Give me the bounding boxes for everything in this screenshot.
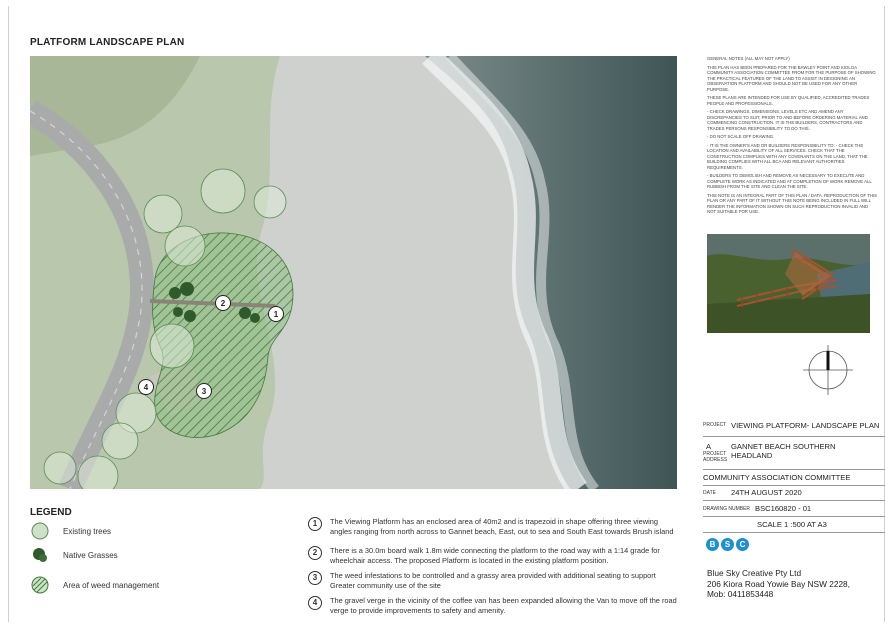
project-name: VIEWING PLATFORM- LANDSCAPE PLAN	[731, 421, 880, 430]
note-number: 2	[308, 546, 322, 560]
client-row	[703, 473, 885, 486]
date-value: 24TH AUGUST 2020	[731, 488, 802, 497]
svg-text:4: 4	[143, 383, 149, 392]
logo-letter: C	[736, 538, 749, 551]
note-number: 3	[308, 571, 322, 585]
north-arrow-icon	[803, 345, 853, 395]
address-label: PROJECT ADDRESS	[703, 451, 728, 463]
general-note: - DO NOT SCALE OFF DRAWING.	[707, 134, 775, 139]
note-item	[308, 571, 680, 590]
legend-item-weed-management	[31, 576, 159, 594]
existing-tree-icon	[31, 522, 49, 540]
scale-row	[703, 520, 885, 533]
drawing-row	[703, 504, 885, 517]
address-letter: A	[706, 442, 712, 451]
note-text: There is a 30.0m board walk 1.8m wide connecting the platform to the road way with a 1:14 grade for wheelchair access. The proposed Platform is located in the existing platform position.	[330, 546, 660, 565]
legend-item-existing-trees	[31, 522, 111, 540]
logo-letter: B	[706, 538, 719, 551]
general-note: - BUILDERS TO DEMOLISH AND REMOVE AS NECESSARY TO EXECUTE AND COMPLETE WORK AS INDICATED AND AT COMPLETION OF WORK REMOVE ALL RUBBISH FROM THE SITE AND CLEAN THE SITE.	[707, 173, 872, 189]
note-item	[308, 517, 680, 536]
note-text: The Viewing Platform has an enclosed area of 40m2 and is trapezoid in shape offering three viewing angles ranging from north across to Gannet beach, East, out to sea and South East towards Brush island	[330, 517, 674, 536]
drawing-label: DRAWING NUMBER	[703, 506, 751, 512]
address-label-group	[703, 442, 731, 463]
map-marker-1	[269, 307, 284, 322]
date-label: DATE	[703, 490, 716, 496]
legend-label: Existing trees	[63, 526, 112, 536]
note-number: 1	[308, 517, 322, 531]
general-note: GENERAL NOTES (ALL MAY NOT APPLY)	[707, 56, 790, 61]
client-name: COMMUNITY ASSOCIATION COMMITTEE	[703, 473, 851, 482]
map-marker-4	[139, 380, 154, 395]
note-text: The weed infestations to be controlled and a grassy area provided with additional seating to support Greater community use of the site	[330, 571, 656, 590]
address-row	[703, 442, 885, 470]
frame-left-border	[8, 6, 9, 622]
date-row	[703, 488, 885, 501]
legend-label: Area of weed management	[63, 580, 160, 590]
aerial-site-map	[30, 56, 677, 489]
company-name: Blue Sky Creative Pty Ltd	[707, 568, 802, 578]
general-note: THIS PLAN HAS BEEN PREPARED FOR THE BAWLEY POINT AND KIOLOA COMMUNITY ASSOCIATION COMMITTEE FROM FOR THE PURPOSE OF SHOWING THE PRACTICAL FEATURES OF THE LAND TO ASSIST IN DESIGNING AN OBSERVATION PLATFORM AND SHOULD NOT BE USED FOR ANY OTHER PURPOSE.	[707, 64, 876, 92]
svg-text:1: 1	[273, 310, 279, 319]
project-label: PROJECT	[703, 422, 727, 428]
map-marker-2	[216, 296, 231, 311]
general-note: THESE PLANS ARE INTENDED FOR USE BY QUALIFIED, ACCREDITED TRADES PEOPLE AND PROFESSIONALS.	[707, 95, 870, 106]
company-details	[707, 568, 850, 600]
company-logo	[706, 538, 749, 551]
legend-item-native-grasses	[31, 546, 118, 564]
note-number: 4	[308, 596, 322, 610]
note-item	[308, 596, 680, 615]
svg-text:2: 2	[220, 299, 226, 308]
map-marker-3	[197, 384, 212, 399]
drawing-number: BSC160820 - 01	[755, 504, 812, 513]
weed-area-icon	[31, 576, 49, 594]
logo-letter: S	[721, 538, 734, 551]
company-mobile: Mob: 0411853448	[707, 589, 774, 599]
general-note: THIS NOTE IS AN INTEGRAL PART OF THIS PLAN / DATA. REPRODUCTION OF THIS PLAN OR ANY PART OF IT WITHOUT THIS NOTE BEING INCLUDED IN FULL WILL RENDER THE INFORMATION SHOWN ON SUCH REPRODUCTION INVALID AND NOT SUITABLE FOR USE.	[707, 192, 877, 214]
project-row	[703, 420, 885, 437]
note-text: The gravel verge in the vicinity of the coffee van has been expanded allowing the Van to move off the road verge to provide improvements to safety and amenity.	[330, 596, 677, 615]
general-notes	[707, 56, 877, 218]
project-address: GANNET BEACH SOUTHERN HEADLAND	[731, 442, 836, 460]
scale-value: SCALE 1 :500 AT A3	[757, 520, 827, 529]
page-title: PLATFORM LANDSCAPE PLAN	[30, 37, 185, 48]
general-note: - IT IS THE OWNER'S AND OR BUILDERS RESPONSIBILITY TO: - CHECK THE LOCATION AND AVAILABILITY OF ALL SERVICES. CHECK THAT THE CONSTRUCTION COMPLIES WITH ANY COVENANTS ON THE LAND, THAT THE BUILDING COMPLIES WITH ALL BCA AND RELEVANT AUTHORITIES REQUIREMENTS.	[707, 142, 868, 170]
platform-render-image	[707, 234, 870, 333]
native-grass-icon	[31, 546, 49, 564]
general-note: - CHECK DRAWINGS, DIMENSIONS, LEVELS ETC AND AMEND ANY DISCREPANCIES TO SUIT, PRIOR TO AND BEFORE ORDERING MATERIAL AND COMMENCING CONSTRUCTION. IT IS THE BUILDERS, CONTRACTORS AND TRADES PERSONS RESPONSIBILITY TO DO THIS.	[707, 109, 868, 131]
svg-text:3: 3	[201, 387, 207, 396]
company-address: 206 Kiora Road Yowie Bay NSW 2228,	[707, 578, 850, 589]
legend-title: LEGEND	[30, 507, 72, 518]
legend-label: Native Grasses	[63, 550, 118, 560]
note-item	[308, 546, 680, 565]
